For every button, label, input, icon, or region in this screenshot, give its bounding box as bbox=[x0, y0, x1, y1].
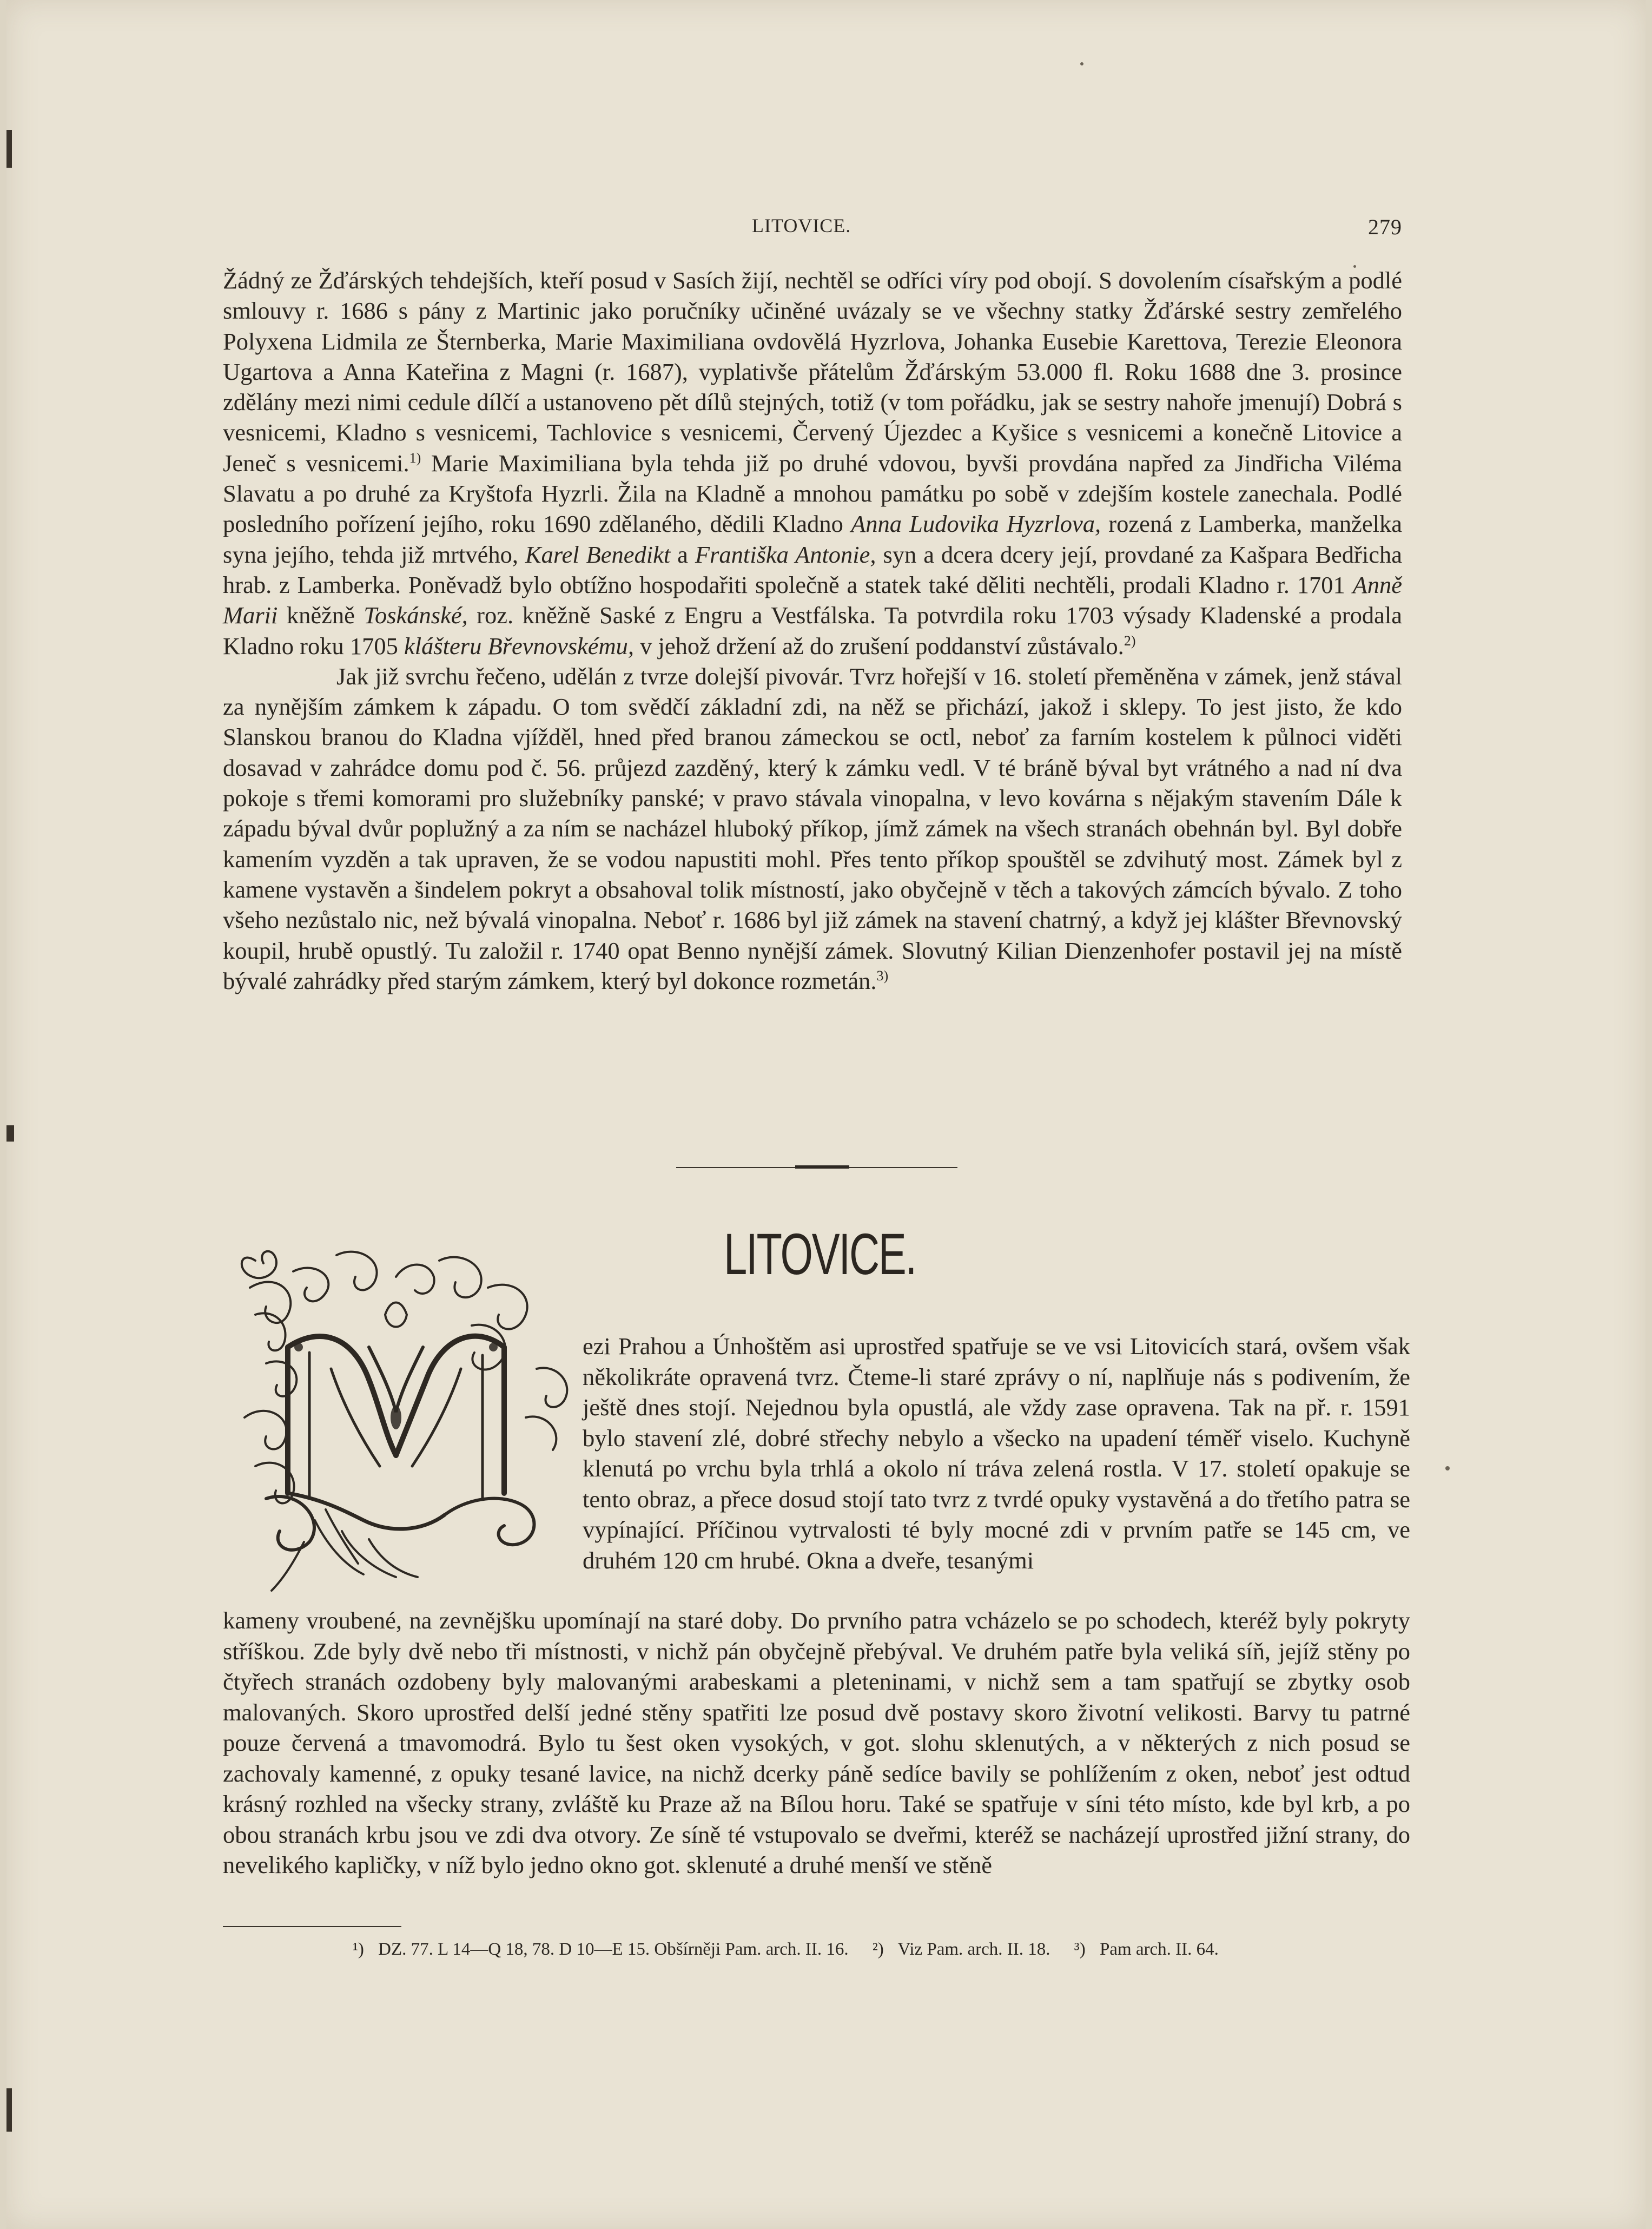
footnote-mark: ¹) bbox=[353, 1940, 364, 1959]
footnote-mark: ³) bbox=[1074, 1940, 1086, 1959]
paragraph-text: Žádný ze Žďárských tehdejších, kteří posud v Sasích žijí, nechtěl se odříci víry pod obojí. S dovolením císařským a podlé smlouvy r. 1686 s pány z Martinic jako poručníky učiněné uvázaly se ve všechny statky Žďárské sestry zemřelého Polyxena Lidmila ze Šternberka, Marie Maximiliana ovdovělá Hyzrlova, Johanka Eusebie Karettova, Terezie Eleonora Ugartova a Anna Kateřina z Magni (r. 1687), vyplativše přátelům Žďárským 53.000 fl. Roku 1688 dne 3. prosince zdělány mezi nimi cedule dílčí a ustanoveno pět dílů stejných, totiž (v tom pořádku, jak se sestry nahoře jmenují) Dobrá s vesnicemi, Kladno s vesnicemi, Tachlovice s vesnicemi, Červený Újezdec a Kyšice s vesnicemi a konečně Litovice a Jeneč s vesnicemi. bbox=[223, 267, 1402, 477]
binding-mark bbox=[6, 1125, 14, 1142]
ornamental-initial-m-icon bbox=[234, 1239, 591, 1596]
running-header bbox=[223, 211, 1402, 243]
divider-rule bbox=[849, 1167, 957, 1168]
italic-name: Toskánské, bbox=[364, 602, 468, 629]
binding-mark bbox=[6, 130, 12, 168]
footnote-ref: 2) bbox=[1124, 632, 1136, 649]
footnote-2 bbox=[873, 1940, 1060, 1959]
paragraph bbox=[223, 265, 1402, 661]
paragraph-text: Marie Maximiliana byla tehda již po druhé vdovou, byvši provdána napřed za Jindřicha Viléma Slavatu a po druhé za Kryštofa Hyzrli. Žila na Kladně a mnohou památku po sobě v zdejším kostele zanechala. Podlé posledního pořízení jejího, roku 1690 zdělaného, dědili Kladno bbox=[223, 449, 1402, 538]
italic-name: klášteru Břevnovskému, bbox=[404, 632, 635, 660]
paragraph-text: Jak již svrchu řečeno, udělán z tvrze dolejší pivovár. Tvrz hořejší v 16. století přeměněna v zámek, jenž stával za nynějším zámkem k západu. O tom svědčí základní zdi, na něž se přichází, jakož i sklepy. To jest jisto, že kdo Slanskou branou do Kladna vjížděl, hned před branou zámeckou se octl, neboť za farním kostelem k půlnoci viděti dosavad v zahrádce domu pod č. 56. průjezd zazděný, který k zámku vedl. V té bráně býval byt vrátného a nad ní dva pokoje s třemi komorami pro služebníky panské; v pravo stávala vinopalna, v levo kovárna s nějakým stavením Dále k západu býval dvůr poplužný a za ním se nacházel hluboký příkop, jímž zámek na všech stranách obehnán byl. Byl dobře kamením vyzděn a tak upraven, že se vodou napustiti mohl. Přes tento příkop spouštěl se zdvihutý most. Zámek byl z kamene vystavěn a šindelem pokryt a obsahoval tolik místností, jako obyčejně v těch a takových zámcích bývalo. Z toho všeho nezůstalo nic, než bývalá vinopalna. Neboť r. 1686 byl již zámek na stavení chatrný, a když jej klášter Břevnovský koupil, hrubě opustlý. Tu založil r. 1740 opat Benno nynější zámek. Slovutný Kilian Dienzenhofer postavil jej na místě bývalé zahrádky před starým zámkem, který byl dokonce rozmetán. bbox=[223, 662, 1402, 994]
footnote-3 bbox=[1074, 1940, 1228, 1959]
book-page bbox=[6, 0, 1646, 2229]
paper-speck bbox=[1080, 62, 1083, 65]
footnote-text: DZ. 77. L 14—Q 18, 78. D 10—E 15. Obšírněji Pam. arch. II. 16. bbox=[378, 1940, 849, 1959]
paragraph-text: syn a dcera dcery její, provdané za Kašpara Bedřicha hrab. z Lamberka. Poněvadž bylo obtížno hospodařiti společně a statek také děliti nechtěli, prodali Kladno r. 1701 bbox=[223, 540, 1402, 598]
footnote-text: Pam arch. II. 64. bbox=[1099, 1940, 1219, 1959]
paragraph bbox=[223, 661, 1402, 996]
italic-name: Františka Antonie, bbox=[695, 540, 876, 568]
paragraph-text: v jehož držení až do zrušení poddanství zůstávalo. bbox=[634, 632, 1124, 660]
section-divider bbox=[676, 1165, 957, 1170]
section-body-text: kameny vroubené, na zevnějšku upomínají na staré doby. Do prvního patra vcházelo se po schodech, kteréž byly pokryty stříškou. Zde byly dvě nebo tři místnosti, v nichž pán obyčejně přebýval. Ve druhém patře byla veliká síň, jejíž stěny po čtyřech stranách ozdobeny byly malovanými arabeskami a pleteninami, v nichž sem a tam spatřují se zbytky osob malovaných. Skoro uprostřed delší jedné stěny spatřiti lze posud dvě postavy skoro životní velikosti. Barvy tu patrné pouze červená a tmavomodrá. Bylo tu šest oken vysokých, v got. slohu sklenutých, a v některých z nich posud se zachovaly kamenné, z opuky tesané lavice, na nichž dcerky páně sedíce bavily se pohlížením z oken, neboť jest odtud krásný rozhled na všecky strany, zvláště ku Praze až na Bílou horu. Také se spatřuje v síni této místo, kde byl krb, a po obou stranách krbu jsou ve zdi dva otvory. Ze síně té vstupovalo se dveřmi, kteréž se nacházejí uprostřed jižní strany, do nevelikého kapličky, v níž bylo jedno okno got. sklenuté a druhé menší ve stěně bbox=[223, 1607, 1410, 1878]
footnote-1 bbox=[353, 1940, 858, 1959]
italic-name: Anna Ludovika Hyzrlova, bbox=[851, 510, 1101, 538]
section-title: LITOVICE. bbox=[724, 1221, 916, 1287]
italic-name: Anně Marii bbox=[223, 571, 1402, 629]
footnote-ref: 1) bbox=[409, 450, 421, 466]
footnote-separator bbox=[223, 1926, 401, 1927]
running-title: LITOVICE. bbox=[752, 215, 851, 236]
paragraph-text: kněžně bbox=[277, 602, 364, 629]
binding-mark bbox=[6, 2088, 12, 2132]
divider-bar bbox=[795, 1165, 849, 1169]
footnote-text: Viz Pam. arch. II. 18. bbox=[897, 1940, 1050, 1959]
upper-text-block bbox=[223, 265, 1402, 996]
paragraph-text: roz. kněžně Saské z Engru a Vestfálska. Ta potvrdila roku 1703 výsady Kladenské a prodala Kladno roku 1705 bbox=[223, 602, 1402, 660]
paragraph-text: rozená z Lamberka, manželka syna jejího, tehda již mrtvého, bbox=[223, 510, 1402, 568]
footnote-mark: ²) bbox=[872, 1940, 884, 1959]
page-number: 279 bbox=[1368, 215, 1402, 239]
paragraph-text: a bbox=[670, 540, 695, 568]
divider-rule bbox=[676, 1167, 795, 1168]
italic-name: Karel Benedikt bbox=[525, 540, 671, 568]
footnote-ref: 3) bbox=[876, 968, 889, 984]
footnotes bbox=[353, 1936, 1413, 1963]
paper-speck bbox=[1445, 1466, 1450, 1470]
section-intro-text: ezi Prahou a Únhoštěm asi uprostřed spatřuje se ve vsi Litovicích stará, ovšem však několikráte opravená tvrz. Čteme-li staré zprávy o ní, naplňuje nás s podivením, že ještě dnes stojí. Nejednou byla opustlá, ale vždy zase opravena. Tak na př. r. 1591 bylo stavení zlé, dobré střechy nebylo a všecko na upadení téměř viselo. Kuchyně klenutá po vrchu byla trhlá a okolo ní tráva zelená rostla. V 17. století opakuje se tento obraz, a přece dosud stojí tato tvrz z tvrdé opuky vystavěná a do třetího patra se vypínající. Příčinou vytrvalosti té byly mocné zdi v prvním patře se 145 cm, ve druhém 120 cm hrubé. Okna a dveře, tesanými bbox=[583, 1333, 1410, 1574]
